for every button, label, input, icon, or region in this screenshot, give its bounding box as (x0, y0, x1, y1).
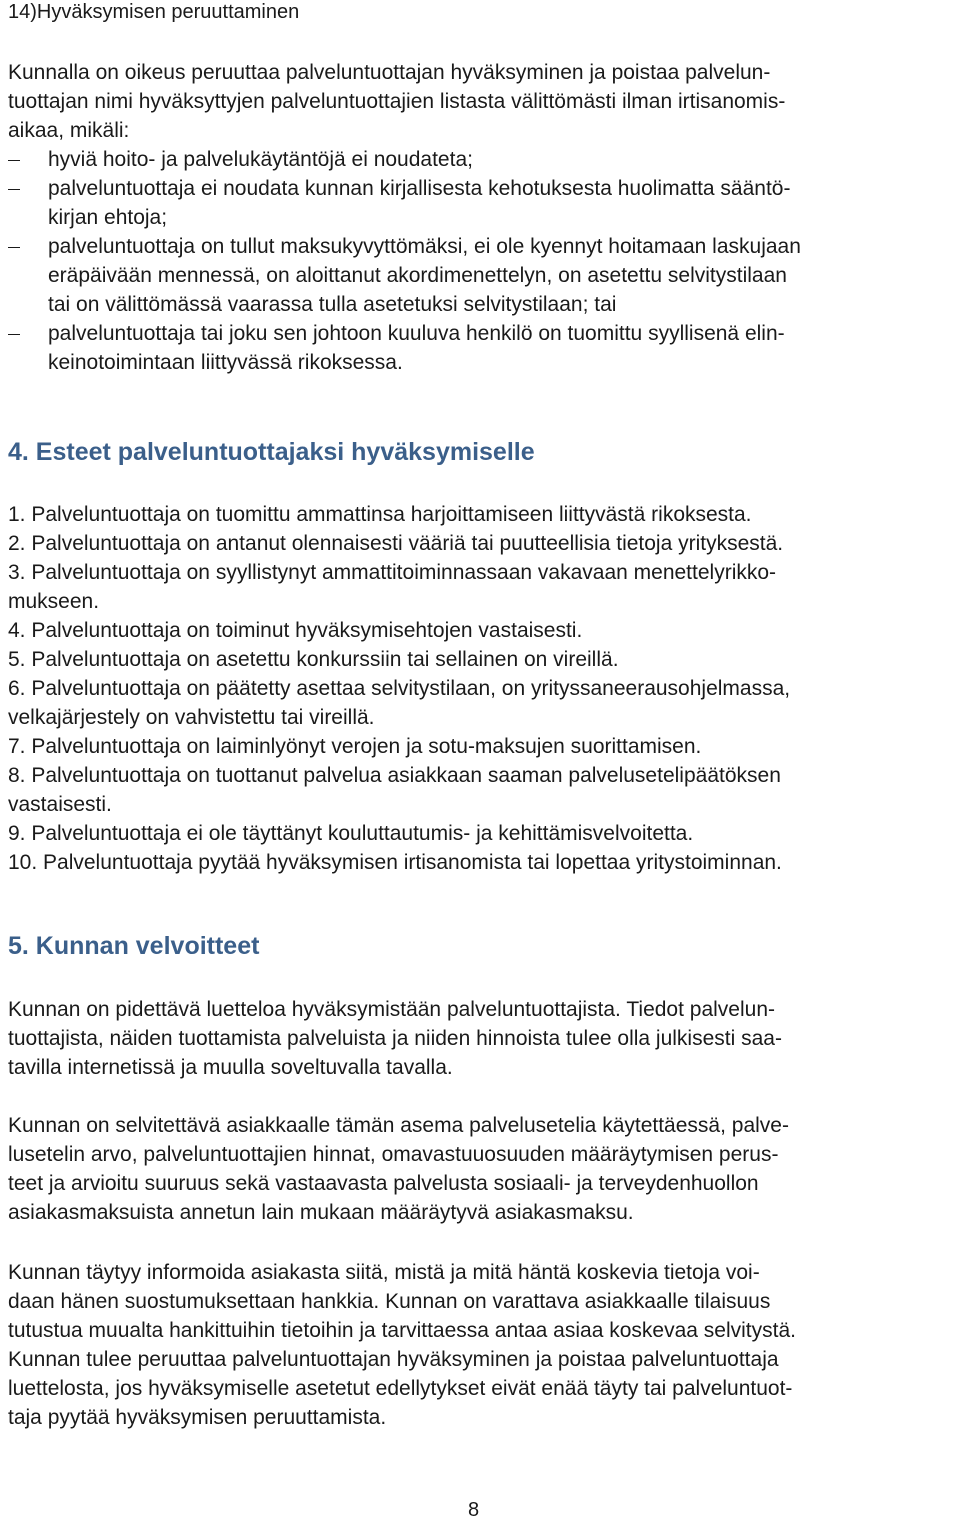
paragraph-line: daan hänen suostumuksettaan hankkia. Kunnan on varattava asiakkaalle tilaisuus (8, 1290, 771, 1313)
page-number: 8 (468, 1499, 480, 1521)
numbered-item-line: 10. Palveluntuottaja pyytää hyväksymisen irtisanomista tai lopettaa yritystoiminnan. (8, 851, 782, 874)
numbered-item-line: 2. Palveluntuottaja on antanut olennaisesti vääriä tai puutteellisia tietoja yrityksestä. (8, 532, 784, 555)
numbered-item-line: velkajärjestely on vahvistettu tai vireillä. (8, 706, 375, 729)
bullet-item-line: tai on välittömässä vaarassa tulla asetetuksi selvitystilaan; tai (48, 293, 617, 316)
paragraph-line: asiakasmaksuista annetun lain mukaan määräytyvä asiakasmaksu. (8, 1201, 634, 1224)
section-14-title: 14)Hyväksymisen peruuttaminen (8, 1, 300, 23)
numbered-item-line: 5. Palveluntuottaja on asetettu konkurssiin tai sellainen on vireillä. (8, 648, 619, 671)
numbered-item-line: 8. Palveluntuottaja on tuottanut palvelua asiakkaan saaman palvelusetelipäätöksen (8, 764, 781, 787)
bullet-item-line: palveluntuottaja tai joku sen johtoon kuuluva henkilö on tuomittu syyllisenä elin- (48, 322, 785, 345)
paragraph-line: tavilla internetissä ja muulla soveltuvalla tavalla. (8, 1056, 453, 1079)
section-4-heading: 4. Esteet palveluntuottajaksi hyväksymiselle (8, 438, 535, 466)
paragraph-line: taja pyytää hyväksymisen peruuttamista. (8, 1406, 387, 1429)
paragraph-line: Kunnan tulee peruuttaa palveluntuottajan hyväksyminen ja poistaa palveluntuottaja (8, 1348, 779, 1371)
paragraph-line: lusetelin arvo, palveluntuottajien hinnat, omavastuuosuuden määräytymisen perus- (8, 1143, 779, 1166)
section-14-intro-line: tuottajan nimi hyväksyttyjen palveluntuottajien listasta välittömästi ilman irtisanomis- (8, 90, 786, 113)
numbered-item-line: 7. Palveluntuottaja on laiminlyönyt verojen ja sotu-maksujen suorittamisen. (8, 735, 702, 758)
paragraph-line: tutustua muualta hankittuihin tietoihin ja tarvittaessa antaa asiaa koskevaa selvitystä. (8, 1319, 796, 1342)
bullet-item-line: eräpäivään mennessä, on aloittanut akordimenettelyn, on asetettu selvitystilaan (48, 264, 787, 287)
bullet-item-line: palveluntuottaja on tullut maksukyvyttömäksi, ei ole kyennyt hoitamaan laskujaan (48, 235, 801, 258)
numbered-item-line: 6. Palveluntuottaja on päätetty asettaa selvitystilaan, on yrityssaneerausohjelmassa, (8, 677, 791, 700)
paragraph-line: Kunnan on selvitettävä asiakkaalle tämän asema palvelusetelia käytettäessä, palve- (8, 1114, 789, 1137)
bullet-item-line: palveluntuottaja ei noudata kunnan kirjallisesta kehotuksesta huolimatta sääntö- (48, 177, 791, 200)
numbered-item-line: vastaisesti. (8, 793, 112, 816)
paragraph-line: Kunnan on pidettävä luetteloa hyväksymistään palveluntuottajista. Tiedot palvelun- (8, 998, 775, 1021)
numbered-item-line: 1. Palveluntuottaja on tuomittu ammattinsa harjoittamiseen liittyvästä rikoksesta. (8, 503, 752, 526)
paragraph-line: Kunnan täytyy informoida asiakasta siitä, mistä ja mitä häntä koskevia tietoja voi- (8, 1261, 760, 1284)
dash-bullet-icon (8, 189, 20, 190)
bullet-item-line: kirjan ehtoja; (48, 206, 168, 229)
dash-bullet-icon (8, 160, 20, 161)
numbered-item-line: 3. Palveluntuottaja on syyllistynyt ammattitoiminnassaan vakavaan menettelyrikko- (8, 561, 777, 584)
numbered-item-line: 9. Palveluntuottaja ei ole täyttänyt kouluttautumis- ja kehittämisvelvoitetta. (8, 822, 694, 845)
bullet-item-line: keinotoimintaan liittyvässä rikoksessa. (48, 351, 403, 374)
paragraph-line: luettelosta, jos hyväksymiselle asetetut edellytykset eivät enää täyty tai palveluntuot- (8, 1377, 793, 1400)
section-14-intro-line: Kunnalla on oikeus peruuttaa palveluntuottajan hyväksyminen ja poistaa palvelun- (8, 61, 771, 84)
numbered-item-line: mukseen. (8, 590, 100, 613)
dash-bullet-icon (8, 247, 20, 248)
paragraph-line: tuottajista, näiden tuottamista palveluista ja niiden hinnoista tulee olla julkisesti saa- (8, 1027, 782, 1050)
bullet-item-line: hyviä hoito- ja palvelukäytäntöjä ei noudateta; (48, 148, 473, 171)
paragraph-line: teet ja arvioitu suuruus sekä vastaavasta palvelusta sosiaali- ja terveydenhuollon (8, 1172, 759, 1195)
numbered-item-line: 4. Palveluntuottaja on toiminut hyväksymisehtojen vastaisesti. (8, 619, 583, 642)
section-14-intro-line: aikaa, mikäli: (8, 119, 130, 142)
dash-bullet-icon (8, 334, 20, 335)
section-5-heading: 5. Kunnan velvoitteet (8, 932, 260, 960)
